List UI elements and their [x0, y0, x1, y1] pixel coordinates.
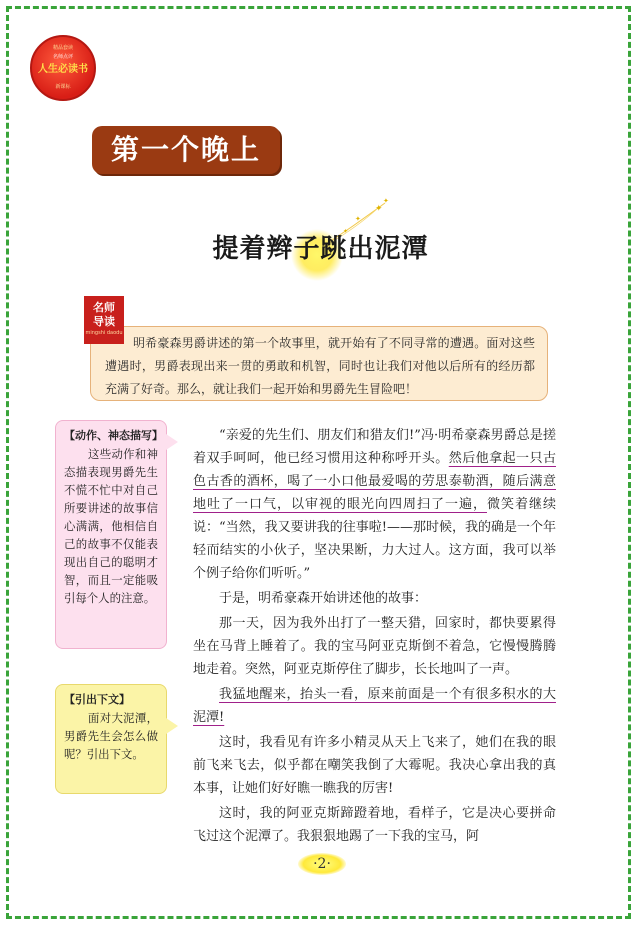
svg-text:✦: ✦ — [343, 228, 349, 235]
side-note-pointer — [166, 434, 178, 450]
logo-bottom-text: 新课标 — [55, 84, 71, 90]
paragraph — [193, 424, 556, 585]
story-body — [193, 424, 556, 850]
intro-tag — [84, 296, 124, 344]
underlined-text: 我猛地醒来，抬头一看，原来前面是一个有很多积水的大泥潭! — [193, 687, 556, 725]
paragraph: 这时，我看见有许多小精灵从天上飞来了，她们在我的眼前飞来飞去，似乎都在嘲笑我倒了大霉呢。我决心拿出我的真本事，让她们好好瞧一瞧我的厉害! — [193, 735, 556, 796]
side-note-text: 这些动作和神态描表现男爵先生不慌不忙中对自己所要讲述的故事信心满满，他相信自己的故事不仅能表现出自己的聪明才智，而且一定能吸引每个人的注意。 — [64, 447, 158, 605]
svg-text:✦: ✦ — [355, 215, 361, 223]
intro-tag-en: mingshi daodu — [85, 330, 123, 336]
paragraph-text: “亲爱的先生们、朋友们和猎友们!”冯·明希豪森男爵总是搓着双手呵呵，他已经习惯用这种称呼开头。 — [193, 428, 556, 466]
paragraph-text: 微笑着继续说：“当然，我又要讲我的往事啦!——那时候，我的确是一个年轻而结实的小伙子，坚决果断，力大过人。这方面，我可以举个例子给你们听听。” — [193, 497, 556, 581]
side-note-heading: 【动作、神态描写】 — [64, 429, 163, 442]
intro-box — [90, 326, 548, 401]
side-note-action — [55, 420, 167, 649]
svg-text:✦: ✦ — [383, 197, 389, 205]
chapter-label: 第一个晚上 — [92, 126, 280, 174]
side-note-pointer — [166, 718, 178, 734]
paragraph: 于是，明希豪森开始讲述他的故事： — [219, 591, 428, 606]
logo-top-text: 精品套读 — [52, 45, 73, 51]
intro-text: 明希豪森男爵讲述的第一个故事里，就开始有了不同寻常的遭遇。面对这些遭遇时，男爵表现出来一贯的勇敢和机智，同时也让我们对他以后所有的经历都充满了好奇。那么，就让我们一起开始和男爵先生冒险吧！ — [105, 336, 535, 396]
side-note-heading: 【引出下文】 — [64, 693, 130, 706]
series-logo — [30, 35, 96, 101]
side-note-transition — [55, 684, 167, 794]
side-note-text: 面对大泥潭，男爵先生会怎么做呢？引出下文。 — [64, 711, 158, 761]
logo-main-text: 人生必读书 — [38, 64, 88, 75]
intro-tag-line2: 导读 — [93, 315, 115, 328]
svg-text:✦: ✦ — [375, 204, 383, 214]
story-title: 提着辫子跳出泥潭 — [212, 234, 429, 264]
logo-sub-text: 名师点评 — [52, 54, 73, 60]
paragraph: 那一天，因为我外出打了一整天猎，回家时，都快要累得坐在马背上睡着了。我的宝马阿亚克斯倒不着急，它慢慢腾腾地走着。突然，阿亚克斯停住了脚步，长长地叫了一声。 — [193, 616, 556, 677]
paragraph — [193, 683, 556, 729]
underlined-text: 然后他拿起一只古色古香的酒杯，喝了一小口他最爱喝的劳思泰勒酒，随后满意地吐了一口气，以审视的眼光向四周扫了一遍， — [193, 451, 556, 512]
page-number: ·2· — [298, 853, 346, 875]
intro-tag-line1: 名师 — [93, 301, 115, 314]
paragraph: 这时，我的阿亚克斯蹄蹬着地，看样子，它是决心要拼命飞过这个泥潭了。我狠狠地踢了一下我的宝马，阿 — [193, 806, 556, 844]
